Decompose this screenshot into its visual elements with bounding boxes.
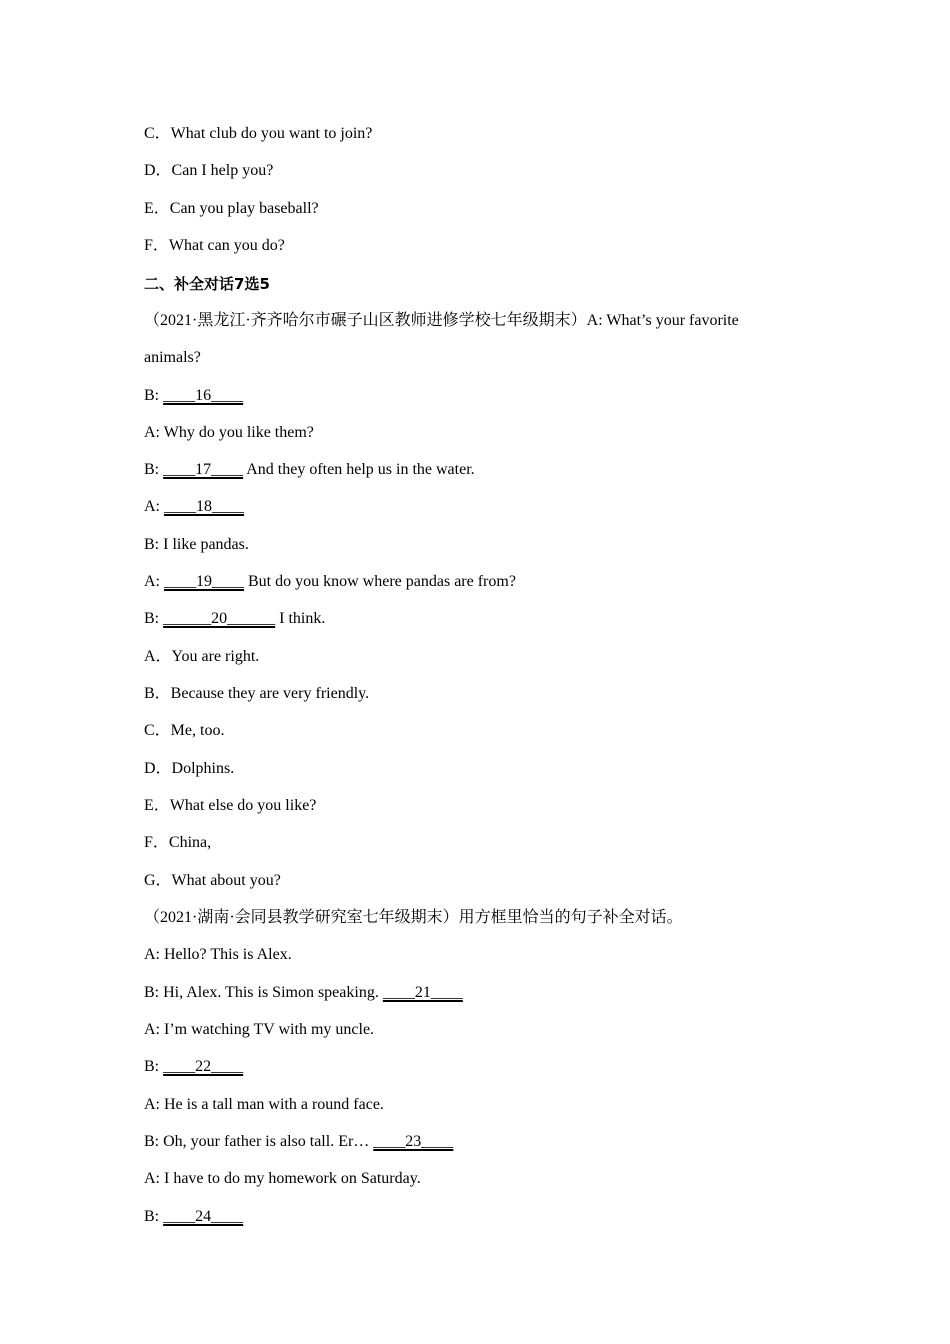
option-b: B．Because they are very friendly.	[144, 685, 370, 702]
dialogue-line: B: ______20______ I think.	[144, 610, 326, 627]
dialogue-1-intro: （2021·黑龙江·齐齐哈尔市碾子山区教师进修学校七年级期末）A: What’s your favorite	[144, 312, 739, 329]
dialogue-2-intro: （2021·湖南·会同县教学研究室七年级期末）用方框里恰当的句子补全对话。	[144, 909, 683, 926]
dialogue-line: B: Oh, your father is also tall. Er… ____23____	[144, 1133, 454, 1150]
dialogue-line: B: I like pandas.	[144, 536, 249, 553]
blank-21: ____21____	[382, 984, 463, 1001]
option-c: C．What club do you want to join?	[144, 125, 373, 142]
blank-22: ____22____	[163, 1058, 244, 1075]
dialogue-1-intro-cont: animals?	[144, 349, 201, 366]
dialogue-line: A: I’m watching TV with my uncle.	[144, 1021, 375, 1038]
blank-16: ____16____	[163, 387, 244, 404]
option-f: F．What can you do?	[144, 237, 285, 254]
option-g: G．What about you?	[144, 872, 281, 889]
dialogue-line: B: ____16____	[144, 387, 244, 404]
dialogue-line: A: Hello? This is Alex.	[144, 946, 292, 963]
dialogue-line: B: Hi, Alex. This is Simon speaking. ____21____	[144, 984, 463, 1001]
blank-19: ____19____	[164, 573, 244, 590]
option-f: F．China,	[144, 834, 212, 851]
dialogue-line: B: ____22____	[144, 1058, 244, 1075]
blank-23: ____23____	[373, 1133, 454, 1150]
blank-17: ____17____	[163, 461, 244, 478]
option-e: E．What else do you like?	[144, 797, 317, 814]
dialogue-line: A: ____18____	[144, 498, 244, 515]
dialogue-line: B: ____24____	[144, 1208, 244, 1225]
dialogue-line: A: Why do you like them?	[144, 424, 314, 441]
blank-20: ______20______	[163, 610, 276, 627]
option-a: A．You are right.	[144, 648, 260, 665]
section-heading: 二、补全对话7选5	[144, 275, 270, 293]
dialogue-line: A: ____19____ But do you know where pandas are from?	[144, 573, 516, 590]
option-d: D．Can I help you?	[144, 162, 274, 179]
blank-18: ____18____	[164, 498, 244, 515]
dialogue-line: A: I have to do my homework on Saturday.	[144, 1170, 421, 1187]
option-e: E．Can you play baseball?	[144, 200, 319, 217]
dialogue-line: A: He is a tall man with a round face.	[144, 1096, 384, 1113]
dialogue-line: B: ____17____ And they often help us in the water.	[144, 461, 475, 478]
option-d: D．Dolphins.	[144, 760, 235, 777]
blank-24: ____24____	[163, 1208, 244, 1225]
option-c: C．Me, too.	[144, 722, 225, 739]
